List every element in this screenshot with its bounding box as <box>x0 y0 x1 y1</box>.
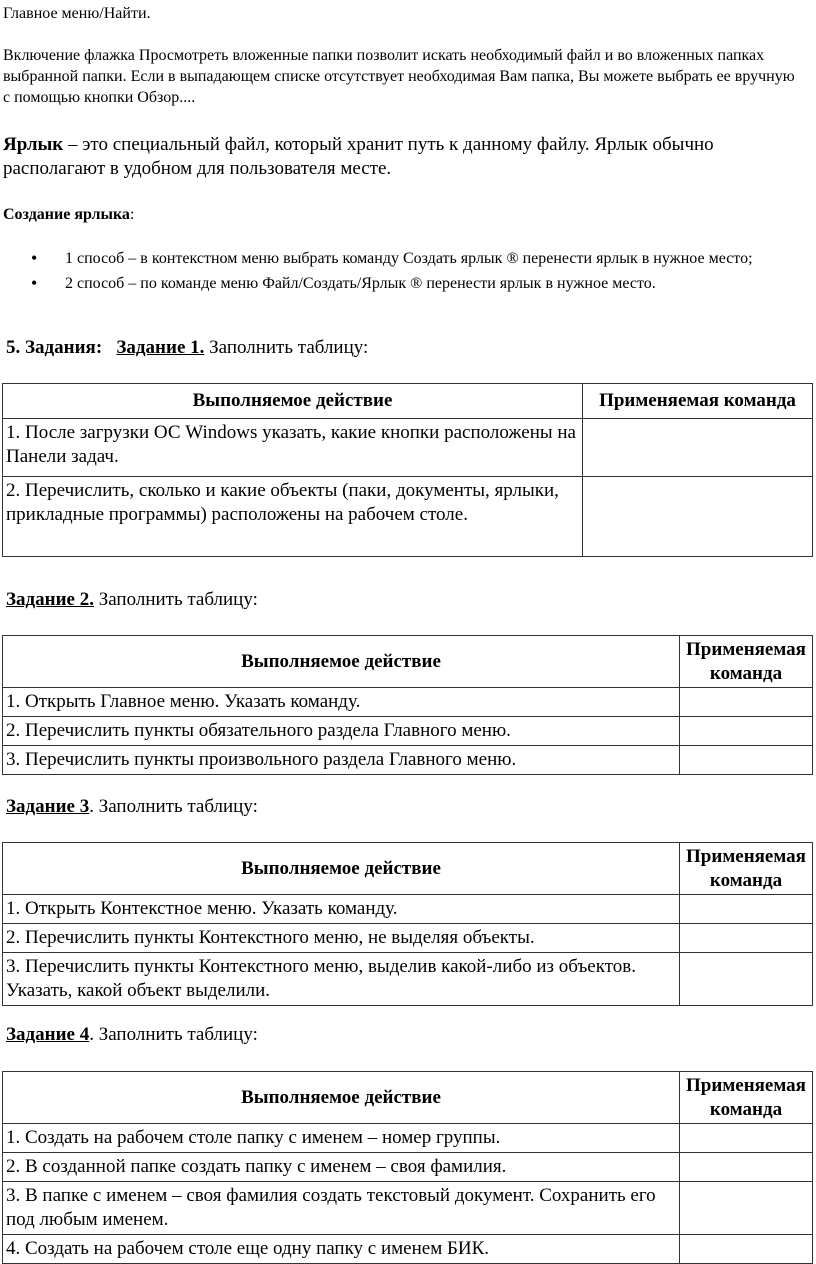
search-note: Включение флажка Просмотреть вложенные папки позволит искать необходимый файл и во вложенных папках выбранной папки. Если в выпадающем списке отсутствует необходимая Вам папка, Вы можете выбрать ее вручную с помощью кнопки Обзор.... <box>3 47 795 106</box>
action-cell: 2. Перечислить, сколько и какие объекты (паки, документы, ярлыки, прикладные программы) расположены на рабочем столе. <box>3 477 583 557</box>
table-row <box>3 895 813 924</box>
action-cell: 1. После загрузки ОС Windows указать, какие кнопки расположены на Панели задач. <box>3 419 583 477</box>
col-action-header: Выполняемое действие <box>3 636 680 688</box>
task1-text: Заполнить таблицу: <box>204 337 369 358</box>
task4-text: . Заполнить таблицу: <box>89 1024 258 1045</box>
action-cell: 4. Создать на рабочем столе еще одну папку с именем БИК. <box>3 1235 680 1264</box>
command-cell[interactable] <box>680 1153 813 1182</box>
col-command-header: Применяемая команда <box>583 384 813 419</box>
action-cell: 3. В папке с именем – своя фамилия создать текстовый документ. Сохранить его под любым именем. <box>3 1182 680 1235</box>
shortcut-term: Ярлык <box>3 134 64 155</box>
table-row <box>3 1182 813 1235</box>
task1-label: Задание 1. <box>116 337 205 358</box>
action-cell: 1. Открыть Контекстное меню. Указать команду. <box>3 895 680 924</box>
command-cell[interactable] <box>680 688 813 717</box>
col-action-header: Выполняемое действие <box>3 384 583 419</box>
creation-list <box>3 248 783 294</box>
task3-heading <box>6 795 258 819</box>
command-cell[interactable] <box>680 924 813 953</box>
task3-text: . Заполнить таблицу: <box>89 796 258 817</box>
action-cell: 1. Открыть Главное меню. Указать команду. <box>3 688 680 717</box>
col-action-header: Выполняемое действие <box>3 1072 680 1124</box>
creation-heading-text: Создание ярлыка <box>3 206 130 223</box>
table-row <box>3 477 813 557</box>
action-cell: 3. Перечислить пункты произвольного раздела Главного меню. <box>3 746 680 775</box>
command-cell[interactable] <box>680 1124 813 1153</box>
shortcut-text: – это специальный файл, который хранит путь к данному файлу. Ярлык обычно располагают в удобном для пользователя месте. <box>3 134 714 179</box>
action-cell: 2. Перечислить пункты обязательного раздела Главного меню. <box>3 717 680 746</box>
col-command-header: Применяемая команда <box>680 636 813 688</box>
list-item: • 1 способ – в контекстном меню выбрать команду Создать ярлык ® перенести ярлык в нужное место; <box>3 248 783 269</box>
command-cell[interactable] <box>680 717 813 746</box>
table-header-row <box>3 843 813 895</box>
table-row <box>3 688 813 717</box>
table-row <box>3 953 813 1006</box>
action-cell: 2. В созданной папке создать папку с именем – своя фамилия. <box>3 1153 680 1182</box>
command-cell[interactable] <box>583 477 813 557</box>
table-header-row <box>3 1072 813 1124</box>
task4-heading <box>6 1023 258 1047</box>
creation-heading-colon: : <box>129 206 135 223</box>
command-cell[interactable] <box>680 1182 813 1235</box>
task3-table <box>2 842 813 1006</box>
table-row <box>3 419 813 477</box>
table-row <box>3 1235 813 1264</box>
task2-text: Заполнить таблицу: <box>93 589 258 610</box>
table-row <box>3 746 813 775</box>
shortcut-definition <box>3 133 813 181</box>
action-cell: 3. Перечислить пункты Контекстного меню, выделив какой-либо из объектов. Указать, какой объект выделили. <box>3 953 680 1006</box>
task2-label: Задание 2. <box>6 589 94 610</box>
table-row <box>3 1153 813 1182</box>
col-command-header: Применяемая команда <box>680 843 813 895</box>
command-cell[interactable] <box>680 895 813 924</box>
task3-label: Задание 3 <box>6 796 90 817</box>
command-cell[interactable] <box>680 1235 813 1264</box>
col-command-header: Применяемая команда <box>680 1072 813 1124</box>
section-title: 5. Задания: <box>6 337 103 358</box>
task2-table <box>2 635 813 775</box>
action-cell: 1. Создать на рабочем столе папку с именем – номер группы. <box>3 1124 680 1153</box>
table-row <box>3 717 813 746</box>
col-action-header: Выполняемое действие <box>3 843 680 895</box>
task1-table <box>2 383 813 557</box>
task4-table <box>2 1071 813 1264</box>
table-header-row <box>3 636 813 688</box>
command-cell[interactable] <box>680 953 813 1006</box>
command-cell[interactable] <box>680 746 813 775</box>
task2-heading <box>6 588 258 612</box>
task4-label: Задание 4 <box>6 1024 90 1045</box>
command-cell[interactable] <box>583 419 813 477</box>
table-row <box>3 924 813 953</box>
list-item: • 2 способ – по команде меню Файл/Создать/Ярлык ® перенести ярлык в нужное место. <box>3 273 783 294</box>
top-line: Главное меню/Найти. <box>3 5 151 22</box>
table-header-row <box>3 384 813 419</box>
action-cell: 2. Перечислить пункты Контекстного меню, не выделяя объекты. <box>3 924 680 953</box>
table-row <box>3 1124 813 1153</box>
creation-heading <box>3 204 134 225</box>
task1-heading <box>6 336 368 360</box>
